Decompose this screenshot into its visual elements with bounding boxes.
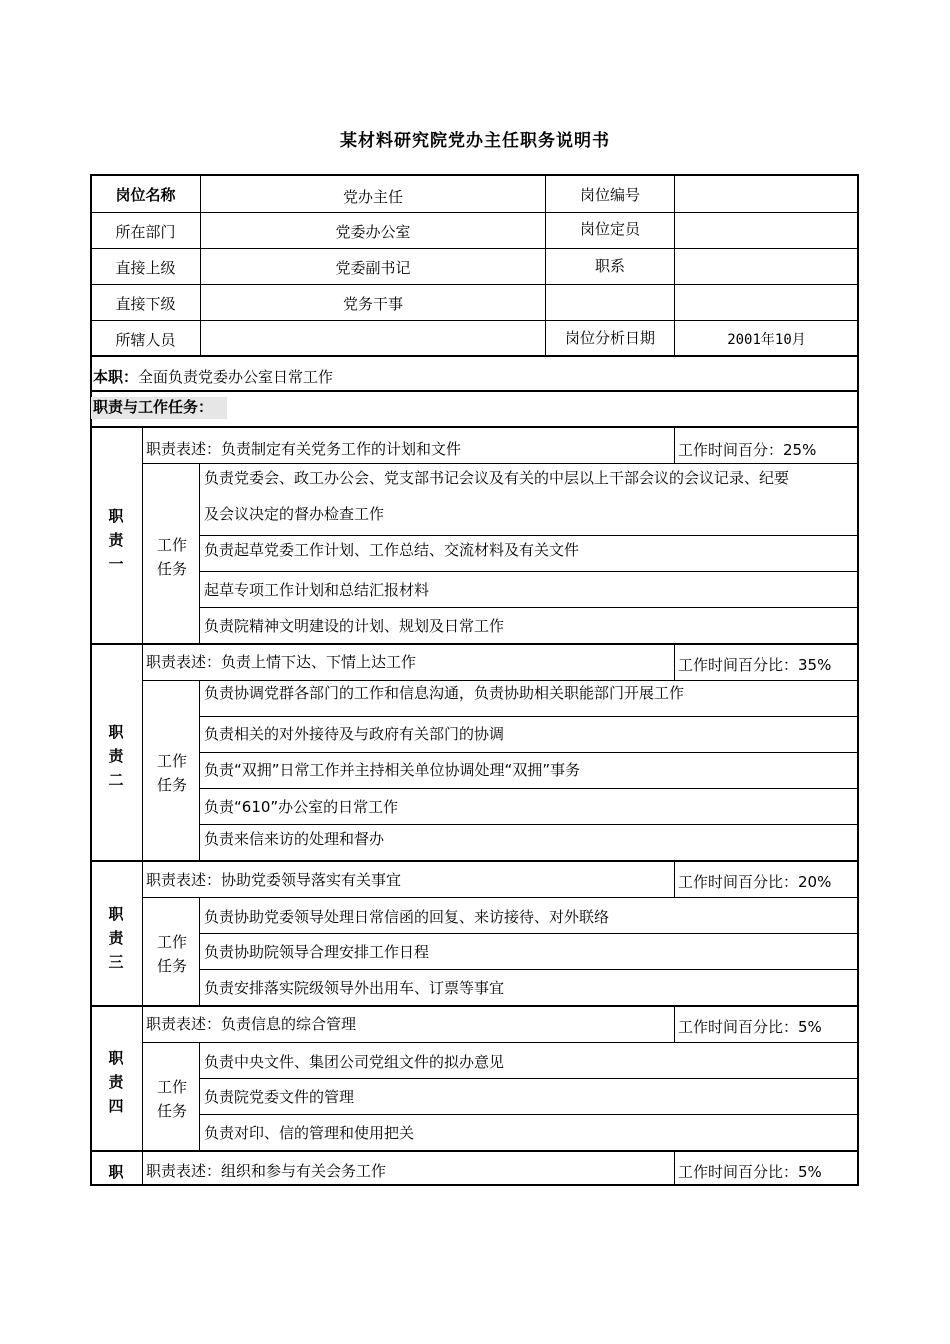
duty-3-task: 负责协助党委领导处理日常信函的回复、来访接待、对外联络 bbox=[204, 908, 610, 926]
label-analysis-date: 岗位分析日期 bbox=[564, 329, 655, 347]
row-divider bbox=[200, 607, 859, 608]
col-divider bbox=[674, 427, 675, 463]
row-divider bbox=[90, 248, 859, 249]
duty-4-task: 负责中央文件、集团公司党组文件的拟办意见 bbox=[204, 1053, 505, 1071]
duty-4-time-percent: 工作时间百分比：5% bbox=[678, 1018, 822, 1036]
label-position-quota: 岗位定员 bbox=[579, 220, 640, 238]
duty-1-task: 负责起草党委工作计划、工作总结、交流材料及有关文件 bbox=[204, 541, 580, 559]
duty-2-task: 负责来信来访的处理和督办 bbox=[204, 830, 385, 848]
duty-1-task: 负责党委会、政工办公会、党支部书记会议及有关的中层以上干部会议的会议记录、纪要 bbox=[204, 469, 790, 487]
row-divider bbox=[200, 824, 859, 825]
main-duty bbox=[93, 367, 333, 387]
duty-2-time-percent: 工作时间百分比：35% bbox=[678, 656, 832, 674]
row-divider bbox=[200, 716, 859, 717]
row-divider bbox=[90, 1005, 859, 1007]
value-department: 党委办公室 bbox=[335, 223, 411, 241]
duty-4-task: 负责对印、信的管理和使用把关 bbox=[204, 1124, 415, 1142]
col-divider bbox=[674, 175, 675, 355]
document-title: 某材料研究院党办主任职务说明书 bbox=[340, 131, 610, 151]
row-divider bbox=[143, 897, 859, 898]
label-direct-superior: 直接上级 bbox=[115, 259, 176, 277]
duty-1-task: 负责院精神文明建设的计划、规划及日常工作 bbox=[204, 617, 505, 635]
duty-2-name: 职 责 二 bbox=[108, 723, 124, 789]
row-divider bbox=[90, 284, 859, 285]
row-divider bbox=[90, 643, 859, 645]
row-divider bbox=[90, 1150, 859, 1152]
duty-4-name: 职 责 四 bbox=[108, 1049, 124, 1115]
row-divider bbox=[90, 390, 859, 392]
row-divider bbox=[90, 320, 859, 321]
duty-3-task: 负责协助院领导合理安排工作日程 bbox=[204, 943, 430, 961]
duty-3-description: 职责表述：协助党委领导落实有关事宜 bbox=[146, 871, 402, 889]
duty-2-description: 职责表述：负责上情下达、下情上达工作 bbox=[146, 653, 417, 671]
duty-5-time-percent: 工作时间百分比：5% bbox=[678, 1163, 822, 1181]
label-staff-under: 所辖人员 bbox=[115, 331, 176, 349]
col-divider bbox=[674, 644, 675, 680]
duty-3-task: 负责安排落实院级领导外出用车、订票等事宜 bbox=[204, 979, 505, 997]
col-divider bbox=[674, 861, 675, 897]
duty-2-task: 负责协调党群各部门的工作和信息沟通，负责协助相关职能部门开展工作 bbox=[204, 684, 685, 702]
duty-2-task-label: 工作 任务 bbox=[156, 752, 187, 794]
duty-2-task: 负责相关的对外接待及与政府有关部门的协调 bbox=[204, 725, 505, 743]
value-direct-subordinate: 党务干事 bbox=[342, 295, 403, 313]
label-position-code: 岗位编号 bbox=[579, 186, 640, 204]
duty-1-task: 及会议决定的督办检查工作 bbox=[204, 505, 385, 523]
row-divider bbox=[200, 933, 859, 934]
row-divider bbox=[200, 1114, 859, 1115]
row-divider bbox=[200, 969, 859, 970]
duty-5-name: 职 bbox=[108, 1163, 124, 1181]
main-duty-text: 全面负责党委办公室日常工作 bbox=[138, 368, 334, 386]
duty-4-task-label: 工作 任务 bbox=[156, 1078, 187, 1120]
row-divider bbox=[143, 680, 859, 681]
col-divider bbox=[199, 898, 200, 1005]
value-position-name: 党办主任 bbox=[342, 188, 403, 206]
duty-2-task: 负责“双拥”日常工作并主持相关单位协调处理“双拥”事务 bbox=[204, 761, 581, 779]
col-divider bbox=[199, 681, 200, 860]
row-divider bbox=[200, 788, 859, 789]
row-divider bbox=[200, 752, 859, 753]
duty-5-description: 职责表述：组织和参与有关会务工作 bbox=[146, 1162, 387, 1180]
row-divider bbox=[143, 1042, 859, 1043]
main-duty-label: 本职： bbox=[93, 368, 139, 386]
col-divider bbox=[674, 1006, 675, 1042]
label-job-series: 职系 bbox=[594, 257, 625, 275]
row-divider bbox=[200, 535, 859, 536]
col-divider bbox=[199, 464, 200, 643]
row-divider bbox=[90, 355, 859, 357]
duty-1-task-label: 工作 任务 bbox=[156, 536, 187, 578]
duty-3-name: 职 责 三 bbox=[108, 905, 124, 971]
duty-1-name: 职 责 一 bbox=[108, 507, 124, 573]
duty-4-task: 负责院党委文件的管理 bbox=[204, 1088, 355, 1106]
row-divider bbox=[90, 212, 859, 213]
row-divider bbox=[200, 1078, 859, 1079]
value-analysis-date: 2001年10月 bbox=[727, 332, 806, 348]
col-divider bbox=[674, 1151, 675, 1185]
row-divider bbox=[143, 463, 859, 464]
col-divider bbox=[199, 1043, 200, 1150]
duty-3-task-label: 工作 任务 bbox=[156, 933, 187, 975]
label-department: 所在部门 bbox=[115, 223, 176, 241]
row-divider bbox=[200, 571, 859, 572]
row-divider bbox=[90, 860, 859, 862]
row-divider bbox=[90, 426, 859, 428]
duty-4-description: 职责表述：负责信息的综合管理 bbox=[146, 1015, 357, 1033]
duty-3-time-percent: 工作时间百分比：20% bbox=[678, 873, 832, 891]
label-direct-subordinate: 直接下级 bbox=[115, 295, 176, 313]
duty-1-time-percent: 工作时间百分：25% bbox=[678, 441, 817, 459]
label-position-name: 岗位名称 bbox=[115, 186, 176, 204]
duty-1-task: 起草专项工作计划和总结汇报材料 bbox=[204, 581, 430, 599]
duties-header: 职责与工作任务： bbox=[93, 398, 214, 416]
duty-2-task: 负责“610”办公室的日常工作 bbox=[204, 798, 399, 816]
value-direct-superior: 党委副书记 bbox=[335, 259, 411, 277]
col-divider bbox=[142, 427, 143, 1185]
duty-1-description: 职责表述：负责制定有关党务工作的计划和文件 bbox=[146, 440, 462, 458]
